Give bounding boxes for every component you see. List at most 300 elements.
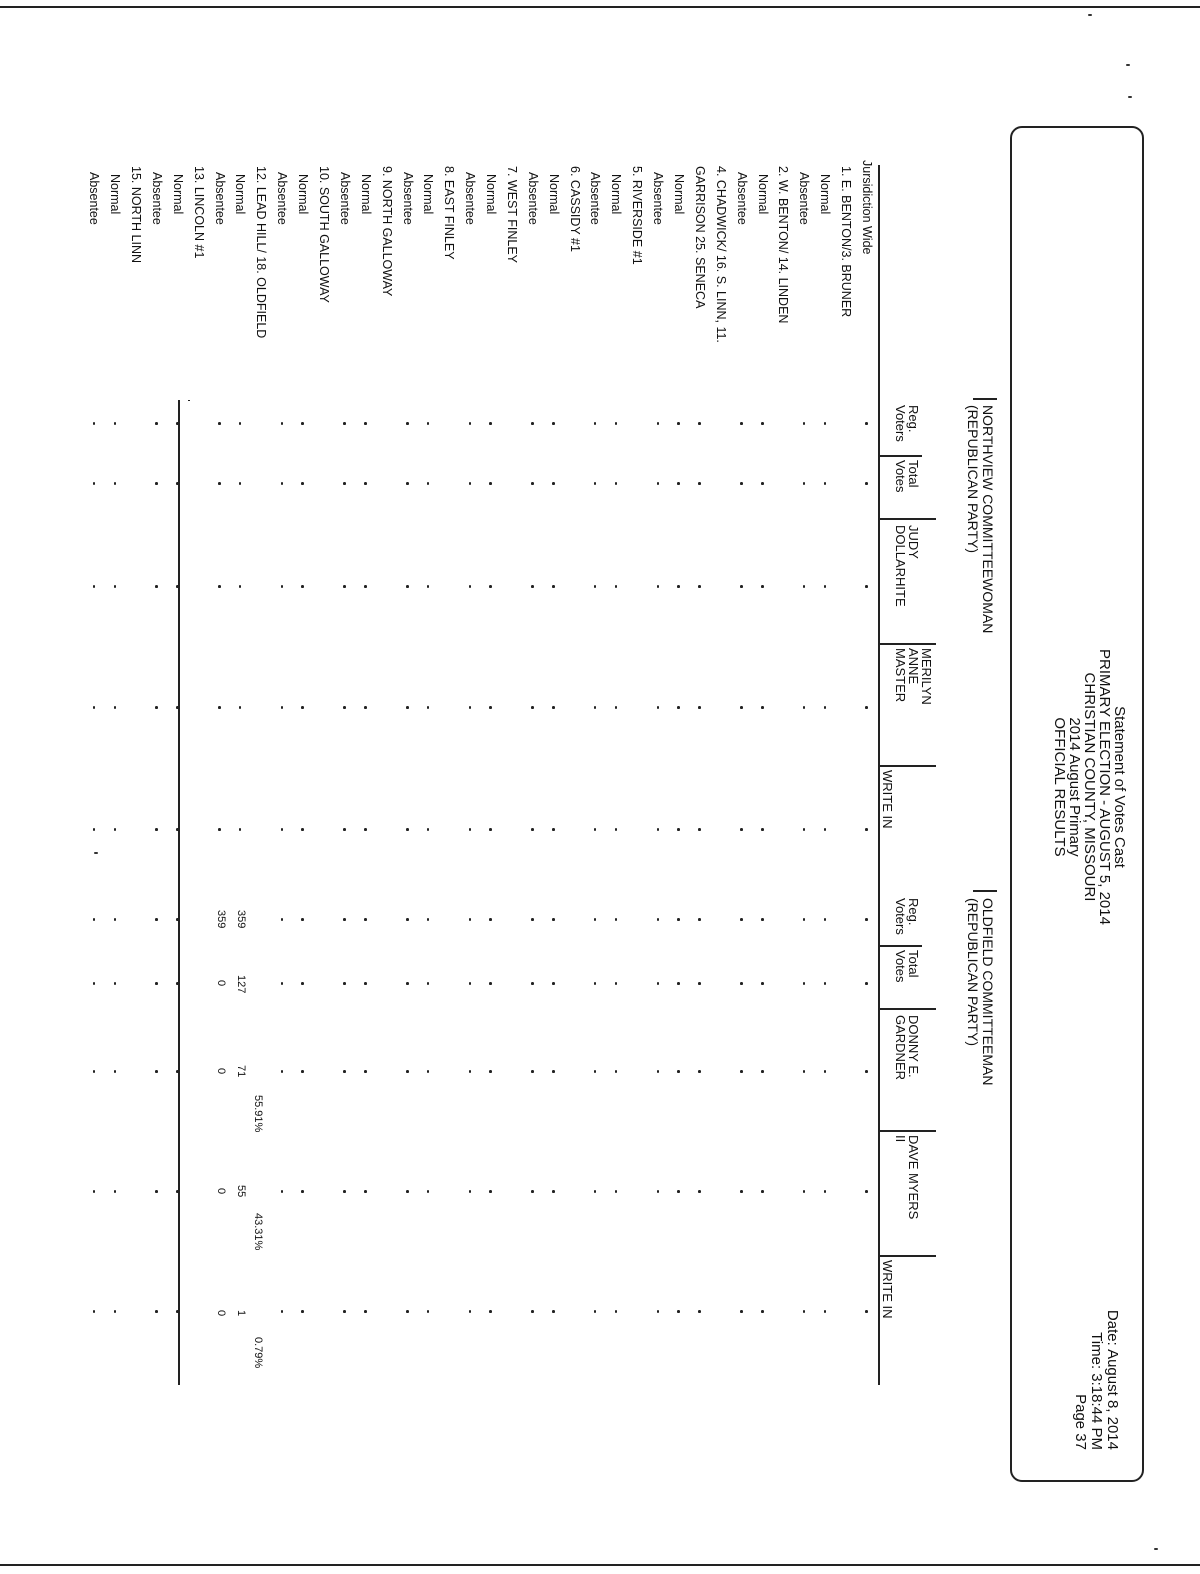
empty-cell-dot [489, 422, 492, 425]
col-merilyn-anne-master: MERILYN ANNE MASTER [893, 648, 934, 705]
empty-cell-dot [406, 828, 409, 831]
empty-cell-dot [301, 706, 304, 709]
empty-cell-dot [281, 1190, 284, 1193]
empty-cell-dot [469, 706, 472, 709]
empty-cell-dot [155, 982, 158, 985]
empty-cell-dot [489, 982, 492, 985]
empty-cell-dot [469, 1070, 472, 1073]
empty-cell-dot [824, 482, 827, 485]
empty-cell-dot [531, 706, 534, 709]
empty-cell-dot [93, 1070, 96, 1073]
empty-cell-dot [281, 706, 284, 709]
empty-cell-dot [301, 422, 304, 425]
empty-cell-dot [469, 422, 472, 425]
jurisdiction-subrow: Normal [672, 174, 687, 215]
empty-cell-dot [469, 585, 472, 588]
jurisdiction-subrow: Absentee [87, 172, 102, 225]
empty-cell-dot [343, 1310, 346, 1313]
empty-cell-dot [114, 828, 117, 831]
empty-cell-dot [761, 1070, 764, 1073]
column-header-rule [879, 165, 881, 1385]
jurisdiction-heading: 12. LEAD HILL/ 18. OLDFIELD [254, 166, 269, 339]
empty-cell-dot [155, 1310, 158, 1313]
empty-cell-dot [698, 1310, 701, 1313]
empty-cell-dot [93, 585, 96, 588]
election-short-name: 2014 August Primary [1066, 717, 1083, 857]
empty-cell-dot [531, 982, 534, 985]
empty-cell-dot [803, 422, 806, 425]
empty-cell-dot [427, 982, 430, 985]
empty-cell-dot [698, 482, 701, 485]
empty-cell-dot [552, 1190, 555, 1193]
official-results-label: OFFICIAL RESULTS [1051, 717, 1068, 857]
empty-cell-dot [740, 1310, 743, 1313]
empty-cell-dot [698, 982, 701, 985]
empty-cell-dot [803, 828, 806, 831]
empty-cell-dot [301, 585, 304, 588]
empty-cell-dot [155, 706, 158, 709]
empty-cell-dot [427, 706, 430, 709]
empty-cell-dot [677, 422, 680, 425]
empty-cell-dot [803, 482, 806, 485]
empty-cell-dot [615, 585, 618, 588]
empty-cell-dot [489, 918, 492, 921]
jurisdiction-subrow: Absentee [797, 172, 812, 225]
empty-cell-dot [698, 918, 701, 921]
empty-cell-dot [594, 1190, 597, 1193]
jurisdiction-heading: 15. NORTH LINN [129, 166, 143, 264]
empty-cell-dot [155, 585, 158, 588]
empty-cell-dot [489, 1310, 492, 1313]
empty-cell-dot [594, 828, 597, 831]
empty-cell-dot [761, 422, 764, 425]
empty-cell-dot [239, 828, 242, 831]
empty-cell-dot [531, 422, 534, 425]
empty-cell-dot [677, 982, 680, 985]
column-separator [880, 945, 922, 947]
jurisdiction-subrow: Normal [421, 174, 436, 215]
empty-cell-dot [865, 1190, 868, 1193]
jurisdiction-subrow: Normal [233, 174, 248, 215]
empty-cell-dot [155, 482, 158, 485]
empty-cell-dot [865, 706, 868, 709]
jurisdiction-subrow: Normal [108, 174, 123, 215]
report-title: Statement of Votes Cast [1111, 706, 1128, 868]
empty-cell-dot [824, 422, 827, 425]
page-number: Page 37 [1072, 1394, 1089, 1450]
empty-cell-dot [824, 918, 827, 921]
empty-cell-dot [364, 1070, 367, 1073]
empty-cell-dot [155, 828, 158, 831]
empty-cell-dot [803, 982, 806, 985]
empty-cell-dot [552, 585, 555, 588]
report-time: Time: 3:18:44 PM [1088, 1332, 1105, 1450]
empty-cell-dot [93, 1190, 96, 1193]
write-in-percent-value: 0.79% [252, 1337, 265, 1369]
empty-cell-dot [552, 706, 555, 709]
empty-cell-dot [824, 1190, 827, 1193]
empty-cell-dot [698, 828, 701, 831]
col-judy-dollarhite: JUDY DOLLARHITE [893, 525, 921, 607]
empty-cell-dot [239, 422, 242, 425]
table-bottom-rule [179, 400, 181, 1385]
empty-cell-dot [761, 482, 764, 485]
col-total-votes: Total Votes [893, 460, 921, 493]
empty-cell-dot [469, 482, 472, 485]
empty-cell-dot [824, 585, 827, 588]
jurisdiction-subrow: Absentee [212, 172, 227, 225]
left-contest-bracket [189, 400, 191, 401]
empty-cell-dot [740, 1190, 743, 1193]
election-name: PRIMARY ELECTION - AUGUST 5, 2014 [1096, 649, 1113, 925]
empty-cell-dot [677, 585, 680, 588]
write-in-votes-value: 0 [214, 1310, 227, 1317]
empty-cell-dot [469, 1190, 472, 1193]
gardner-votes-value: 71 [235, 1065, 248, 1078]
empty-cell-dot [531, 1190, 534, 1193]
empty-cell-dot [406, 1190, 409, 1193]
empty-cell-dot [677, 706, 680, 709]
empty-cell-dot [677, 1310, 680, 1313]
empty-cell-dot [740, 918, 743, 921]
empty-cell-dot [489, 585, 492, 588]
empty-cell-dot [155, 918, 158, 921]
empty-cell-dot [114, 585, 117, 588]
empty-cell-dot [406, 422, 409, 425]
report-date: Date: August 8, 2014 [1104, 1309, 1121, 1450]
empty-cell-dot [803, 1070, 806, 1073]
empty-cell-dot [155, 1070, 158, 1073]
myers-votes-value: 55 [235, 1185, 248, 1198]
empty-cell-dot [803, 918, 806, 921]
empty-cell-dot [677, 828, 680, 831]
empty-cell-dot [218, 422, 221, 425]
empty-cell-dot [489, 706, 492, 709]
empty-cell-dot [824, 1310, 827, 1313]
empty-cell-dot [427, 1190, 430, 1193]
empty-cell-dot [114, 1190, 117, 1193]
empty-cell-dot [343, 422, 346, 425]
empty-cell-dot [364, 918, 367, 921]
empty-cell-dot [343, 918, 346, 921]
empty-cell-dot [114, 422, 117, 425]
empty-cell-dot [281, 1310, 284, 1313]
empty-cell-dot [803, 1190, 806, 1193]
jurisdiction-heading: 4. CHADWICK/ 16. S. LINN, 11. [713, 166, 728, 343]
empty-cell-dot [281, 585, 284, 588]
empty-cell-dot [364, 1310, 367, 1313]
jurisdiction-heading: 7. WEST FINLEY [504, 166, 519, 264]
empty-cell-dot [301, 1070, 304, 1073]
empty-cell-dot [698, 422, 701, 425]
empty-cell-dot [364, 422, 367, 425]
table-left-rule [879, 400, 881, 401]
col-donny-gardner: DONNY E. GARDNER [893, 1015, 921, 1081]
col-total-votes: Total Votes [893, 950, 921, 983]
contest-title-oldfield: OLDFIELD COMMITTEEMAN (REPUBLICAN PARTY) [965, 898, 996, 1086]
empty-cell-dot [364, 828, 367, 831]
empty-cell-dot [406, 1070, 409, 1073]
empty-cell-dot [343, 1190, 346, 1193]
empty-cell-dot [343, 482, 346, 485]
empty-cell-dot [677, 918, 680, 921]
empty-cell-dot [803, 585, 806, 588]
empty-cell-dot [698, 706, 701, 709]
jurisdiction-subrow: Normal [609, 174, 624, 215]
empty-cell-dot [615, 1310, 618, 1313]
empty-cell-dot [698, 585, 701, 588]
col-reg-voters: Reg. Voters [893, 405, 921, 442]
empty-cell-dot [364, 706, 367, 709]
empty-cell-dot [594, 706, 597, 709]
empty-cell-dot [239, 585, 242, 588]
empty-cell-dot [552, 918, 555, 921]
empty-cell-dot [698, 1190, 701, 1193]
empty-cell-dot [218, 706, 221, 709]
empty-cell-dot [761, 918, 764, 921]
jurisdiction-subrow: Normal [484, 174, 499, 215]
jurisdiction-subrow: Absentee [734, 172, 749, 225]
empty-cell-dot [615, 482, 618, 485]
empty-cell-dot [155, 422, 158, 425]
empty-cell-dot [406, 982, 409, 985]
empty-cell-dot [615, 706, 618, 709]
empty-cell-dot [615, 918, 618, 921]
empty-cell-dot [552, 1070, 555, 1073]
empty-cell-dot [552, 422, 555, 425]
empty-cell-dot [761, 585, 764, 588]
jurisdiction-subrow: Normal [358, 174, 373, 215]
empty-cell-dot [740, 706, 743, 709]
empty-cell-dot [657, 482, 660, 485]
jurisdiction-subrow: Absentee [275, 172, 290, 225]
empty-cell-dot [114, 482, 117, 485]
write-in-votes-value: 1 [235, 1310, 248, 1317]
empty-cell-dot [427, 1310, 430, 1313]
empty-cell-dot [594, 585, 597, 588]
col-write-in-oldfield: WRITE IN [880, 1260, 895, 1319]
empty-cell-dot [281, 422, 284, 425]
empty-cell-dot [531, 585, 534, 588]
empty-cell-dot [218, 585, 221, 588]
empty-cell-dot [301, 482, 304, 485]
column-separator [880, 518, 936, 520]
empty-cell-dot [657, 585, 660, 588]
empty-cell-dot [364, 982, 367, 985]
empty-cell-dot [406, 918, 409, 921]
empty-cell-dot [301, 828, 304, 831]
jurisdiction-subrow: Absentee [337, 172, 352, 225]
gardner-percent-value: 55.91% [252, 1095, 265, 1133]
county-name: CHRISTIAN COUNTY, MISSOURI [1081, 672, 1098, 902]
empty-cell-dot [657, 918, 660, 921]
empty-cell-dot [114, 706, 117, 709]
empty-cell-dot [93, 828, 96, 831]
empty-cell-dot [552, 982, 555, 985]
empty-cell-dot [531, 482, 534, 485]
jurisdiction-subrow: Absentee [463, 172, 478, 225]
empty-cell-dot [93, 482, 96, 485]
empty-cell-dot [657, 706, 660, 709]
empty-cell-dot [364, 1190, 367, 1193]
empty-cell-dot [301, 918, 304, 921]
empty-cell-dot [803, 706, 806, 709]
empty-cell-dot [594, 1070, 597, 1073]
empty-cell-dot [114, 918, 117, 921]
empty-cell-dot [615, 828, 618, 831]
empty-cell-dot [865, 585, 868, 588]
empty-cell-dot [594, 422, 597, 425]
empty-cell-dot [469, 1310, 472, 1313]
empty-cell-dot [824, 1070, 827, 1073]
jurisdiction-heading: GARRISON 25. SENECA [692, 166, 707, 309]
empty-cell-dot [615, 1070, 618, 1073]
jurisdiction-heading: 9. NORTH GALLOWAY [379, 166, 394, 297]
empty-cell-dot [239, 482, 242, 485]
column-separator [880, 1130, 936, 1132]
empty-cell-dot [865, 1070, 868, 1073]
empty-cell-dot [155, 1190, 158, 1193]
empty-cell-dot [761, 1190, 764, 1193]
empty-cell-dot [93, 918, 96, 921]
jurisdiction-subrow: Normal [755, 174, 770, 215]
empty-cell-dot [657, 1070, 660, 1073]
jurisdiction-subrow: Absentee [400, 172, 415, 225]
empty-cell-dot [281, 918, 284, 921]
empty-cell-dot [761, 828, 764, 831]
empty-cell-dot [489, 1070, 492, 1073]
total-votes-value: 0 [214, 980, 227, 987]
empty-cell-dot [740, 982, 743, 985]
empty-cell-dot [343, 585, 346, 588]
empty-cell-dot [740, 585, 743, 588]
empty-cell-dot [803, 1310, 806, 1313]
empty-cell-dot [489, 828, 492, 831]
empty-cell-dot [406, 585, 409, 588]
column-separator [880, 1255, 936, 1257]
empty-cell-dot [698, 1070, 701, 1073]
empty-cell-dot [594, 482, 597, 485]
empty-cell-dot [615, 982, 618, 985]
empty-cell-dot [865, 1310, 868, 1313]
empty-cell-dot [552, 828, 555, 831]
empty-cell-dot [552, 482, 555, 485]
empty-cell-dot [301, 1310, 304, 1313]
jurisdiction-subrow: Normal [546, 174, 561, 215]
empty-cell-dot [865, 918, 868, 921]
jurisdiction-heading: 1. E. BENTON/3. BRUNER [839, 166, 854, 318]
jurisdiction-subrow: Absentee [651, 172, 666, 225]
empty-cell-dot [301, 1190, 304, 1193]
empty-cell-dot [406, 706, 409, 709]
col-dave-myers: DAVE MYERS II [893, 1135, 921, 1220]
empty-cell-dot [427, 422, 430, 425]
empty-cell-dot [343, 828, 346, 831]
empty-cell-dot [239, 706, 242, 709]
empty-cell-dot [114, 1310, 117, 1313]
reg-voters-value: 359 [214, 910, 227, 929]
empty-cell-dot [740, 828, 743, 831]
empty-cell-dot [489, 1190, 492, 1193]
empty-cell-dot [657, 422, 660, 425]
empty-cell-dot [657, 1310, 660, 1313]
empty-cell-dot [761, 1310, 764, 1313]
empty-cell-dot [657, 1190, 660, 1193]
empty-cell-dot [93, 1310, 96, 1313]
col-write-in-northview: WRITE IN [880, 770, 895, 829]
empty-cell-dot [740, 1070, 743, 1073]
gardner-votes-value: 0 [214, 1068, 227, 1075]
empty-cell-dot [657, 982, 660, 985]
jurisdiction-heading: 5. RIVERSIDE #1 [630, 166, 645, 265]
empty-cell-dot [615, 422, 618, 425]
jurisdiction-heading: 8. EAST FINLEY [442, 166, 457, 260]
empty-cell-dot [740, 482, 743, 485]
empty-cell-dot [740, 422, 743, 425]
jurisdiction-subrow: Normal [818, 174, 833, 215]
empty-cell-dot [114, 1070, 117, 1073]
empty-cell-dot [93, 422, 96, 425]
empty-cell-dot [824, 706, 827, 709]
empty-cell-dot [824, 982, 827, 985]
jurisdiction-heading: 13. LINCOLN #1 [191, 166, 206, 259]
column-separator [880, 1008, 936, 1010]
empty-cell-dot [594, 918, 597, 921]
empty-cell-dot [427, 1070, 430, 1073]
column-separator [880, 765, 936, 767]
empty-cell-dot [427, 918, 430, 921]
empty-cell-dot [865, 482, 868, 485]
empty-cell-dot [281, 828, 284, 831]
empty-cell-dot [281, 482, 284, 485]
jurisdiction-subrow: Absentee [588, 172, 603, 225]
empty-cell-dot [594, 1310, 597, 1313]
jurisdiction-subrow: Normal [296, 174, 311, 215]
empty-cell-dot [427, 585, 430, 588]
empty-cell-dot [301, 982, 304, 985]
empty-cell-dot [824, 828, 827, 831]
empty-cell-dot [615, 1190, 618, 1193]
empty-cell-dot [531, 828, 534, 831]
reg-voters-value: 359 [235, 910, 248, 929]
jurisdiction-heading: 6. CASSIDY #1 [567, 166, 582, 252]
contest-divider [973, 398, 997, 400]
jurisdiction-subrow: Absentee [525, 172, 540, 225]
contest-divider [973, 890, 997, 892]
empty-cell-dot [218, 828, 221, 831]
empty-cell-dot [552, 1310, 555, 1313]
empty-cell-dot [469, 982, 472, 985]
empty-cell-dot [406, 1310, 409, 1313]
jurisdiction-subrow: Normal [170, 174, 185, 215]
contest-title-northview: NORTHVIEW COMMITTEEWOMAN (REPUBLICAN PARTY) [965, 405, 996, 634]
jurisdiction-subrow: Absentee [149, 172, 164, 225]
empty-cell-dot [93, 706, 96, 709]
jurisdiction-subrow: Jursidiction Wide [860, 160, 874, 255]
empty-cell-dot [93, 982, 96, 985]
total-votes-value: 127 [235, 975, 248, 994]
empty-cell-dot [343, 1070, 346, 1073]
empty-cell-dot [657, 828, 660, 831]
empty-cell-dot [677, 1190, 680, 1193]
empty-cell-dot [114, 982, 117, 985]
empty-cell-dot [343, 706, 346, 709]
empty-cell-dot [343, 982, 346, 985]
column-separator [880, 643, 936, 645]
empty-cell-dot [364, 482, 367, 485]
empty-cell-dot [218, 482, 221, 485]
jurisdiction-heading: 2. W. BENTON/ 14. LINDEN [776, 166, 791, 324]
